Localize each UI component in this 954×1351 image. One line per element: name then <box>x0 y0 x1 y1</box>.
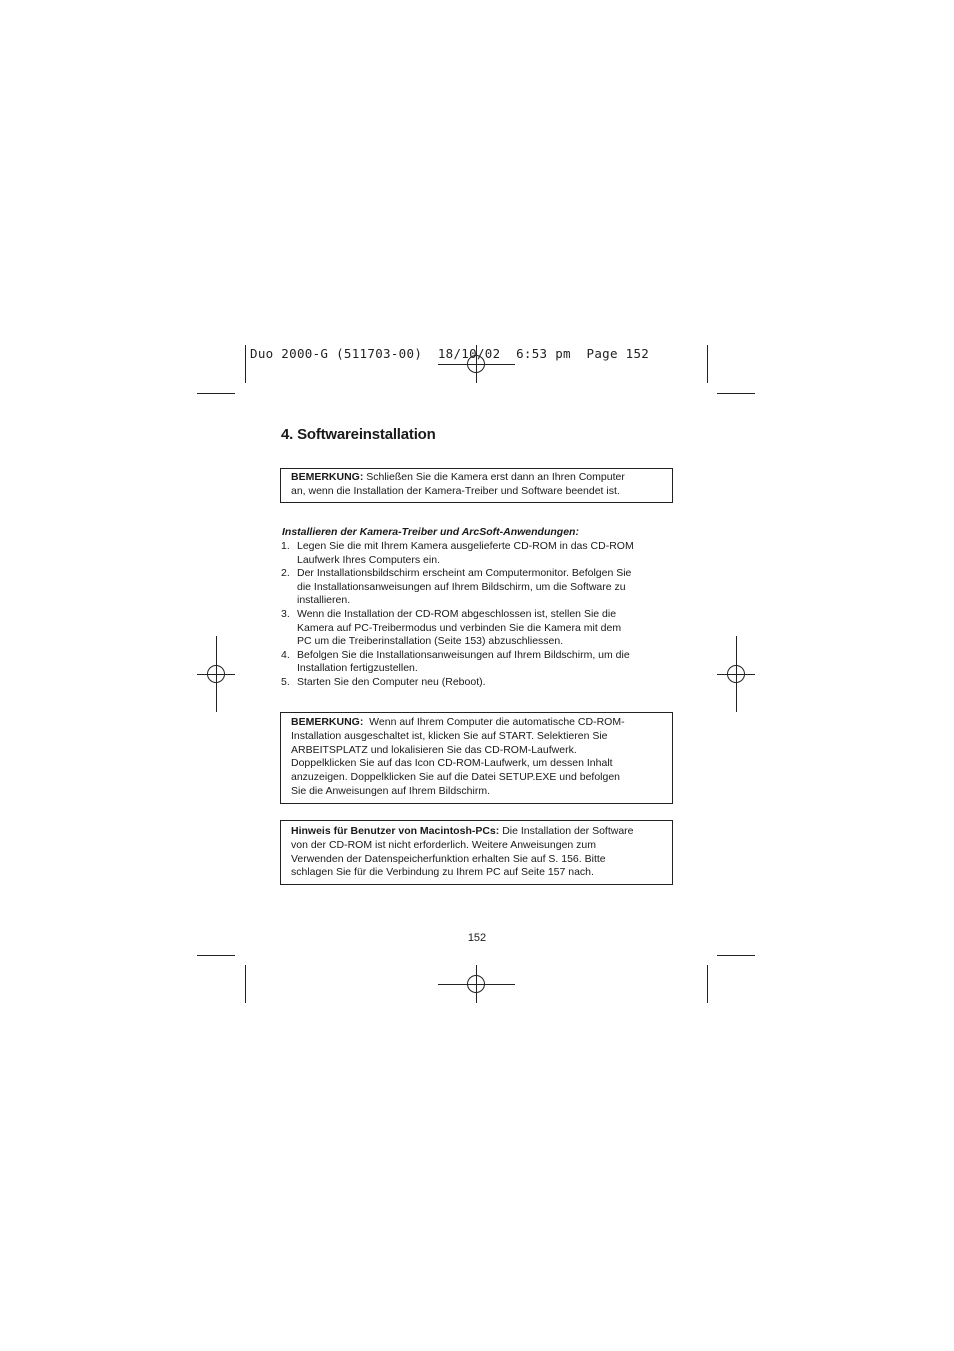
note-line: von der CD-ROM ist nicht erforderlich. Weitere Anweisungen zum <box>291 838 597 851</box>
note-label: Hinweis für Benutzer von Macintosh-PCs: <box>291 825 500 837</box>
installation-heading: Installieren der Kamera-Treiber und ArcSoft-Anwendungen: <box>282 526 579 538</box>
installation-step <box>281 608 673 649</box>
step-text-line: Wenn die Installation der CD-ROM abgeschlossen ist, stellen Sie die <box>297 607 617 620</box>
note-box-autorun-disabled <box>280 712 673 804</box>
step-text-line: die Installationsanweisungen auf Ihrem Bildschirm, um die Software zu <box>297 580 626 593</box>
page-number: 152 <box>467 932 487 944</box>
step-text-line: installieren. <box>297 594 351 607</box>
step-number: 1. <box>281 540 290 552</box>
note-line: Installation ausgeschaltet ist, klicken Sie auf START. Selektieren Sie <box>291 729 608 742</box>
crop-mark-bottom-left-horizontal <box>197 955 235 956</box>
step-number: 4. <box>281 648 290 661</box>
step-text-line: Laufwerk Ihres Computers ein. <box>297 553 440 566</box>
note-line: Verwenden der Datenspeicherfunktion erhalten Sie auf S. 156. Bitte <box>291 852 606 865</box>
crop-mark-top-left-horizontal <box>197 393 235 394</box>
step-number: 3. <box>281 607 290 620</box>
note-line: an, wenn die Installation der Kamera-Treiber und Software beendet ist. <box>291 484 620 497</box>
note-line: Hinweis für Benutzer von Macintosh-PCs: Die Installation der Software <box>291 825 634 837</box>
print-slug-line: Duo 2000-G (511703-00) 18/10/02 6:53 pm Page 152 <box>250 346 650 361</box>
installation-steps-list <box>281 540 673 690</box>
note-line: Doppelklicken Sie auf das Icon CD-ROM-Laufwerk, um dessen Inhalt <box>291 757 613 770</box>
note-label: BEMERKUNG: <box>291 716 364 728</box>
note-box-macintosh <box>280 820 673 885</box>
note-line: ARBEITSPLATZ und lokalisieren Sie das CD-ROM-Laufwerk. <box>291 743 577 756</box>
step-text-line: Befolgen Sie die Installationsanweisungen auf Ihrem Bildschirm, um die <box>297 648 630 661</box>
step-number: 2. <box>281 567 290 580</box>
note-label: BEMERKUNG: <box>291 471 364 483</box>
step-text-line: Der Installationsbildschirm erscheint am Computermonitor. Befolgen Sie <box>297 567 632 580</box>
crop-mark-top-right-vertical <box>707 345 708 383</box>
note-line: BEMERKUNG: Wenn auf Ihrem Computer die automatische CD-ROM- <box>291 716 625 728</box>
crop-mark-top-left-vertical <box>245 345 246 383</box>
installation-step <box>281 676 673 690</box>
step-text-line: Starten Sie den Computer neu (Reboot). <box>297 675 486 688</box>
crop-mark-bottom-right-vertical <box>707 965 708 1003</box>
installation-step <box>281 567 673 608</box>
note-line: BEMERKUNG: Schließen Sie die Kamera erst dann an Ihren Computer <box>291 471 625 483</box>
step-text-line: Legen Sie die mit Ihrem Kamera ausgelieferte CD-ROM in das CD-ROM <box>297 540 634 552</box>
crop-mark-top-right-horizontal <box>717 393 755 394</box>
crop-mark-bottom-left-vertical <box>245 965 246 1003</box>
installation-step <box>281 540 673 567</box>
note-line: Sie die Anweisungen auf Ihrem Bildschirm. <box>291 784 491 797</box>
installation-step <box>281 649 673 676</box>
note-line: schlagen Sie für die Verbindung zu Ihrem PC auf Seite 157 nach. <box>291 866 594 879</box>
note-box-camera-connection <box>280 468 673 503</box>
section-title: 4. Softwareinstallation <box>281 426 436 443</box>
note-line: anzuzeigen. Doppelklicken Sie auf die Datei SETUP.EXE und befolgen <box>291 771 621 784</box>
step-text-line: Kamera auf PC-Treibermodus und verbinden Sie die Kamera mit dem <box>297 621 622 634</box>
step-number: 5. <box>281 675 290 688</box>
crop-mark-bottom-right-horizontal <box>717 955 755 956</box>
step-text-line: Installation fertigzustellen. <box>297 662 418 675</box>
step-text-line: PC um die Treiberinstallation (Seite 153) abzuschliessen. <box>297 635 564 648</box>
